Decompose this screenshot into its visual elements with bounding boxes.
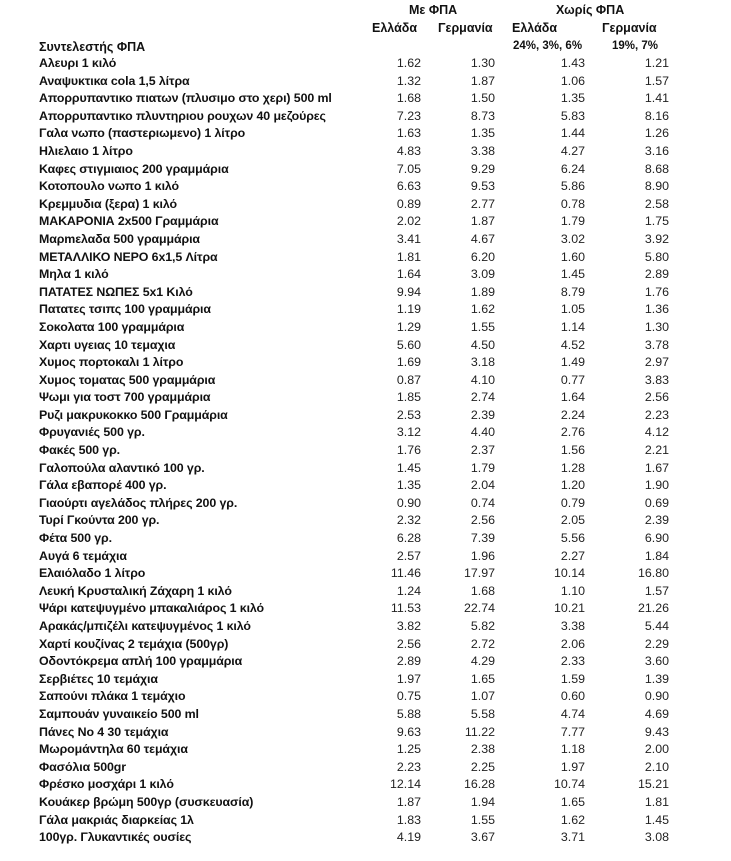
price-greece-with-vat: 4.83	[396, 143, 421, 158]
price-germany-without-vat: 1.45	[644, 812, 669, 827]
item-name: Αναψυκτικα cola 1,5 λίτρα	[39, 73, 190, 88]
price-germany-without-vat: 8.90	[644, 179, 669, 194]
price-germany-without-vat: 1.75	[644, 214, 669, 229]
table-row	[0, 812, 731, 830]
price-germany-with-vat: 1.87	[470, 214, 495, 229]
price-germany-without-vat: 2.10	[644, 759, 669, 774]
price-germany-without-vat: 1.76	[644, 284, 669, 299]
price-germany-without-vat: 5.44	[644, 619, 669, 633]
price-germany-without-vat: 1.36	[644, 302, 669, 317]
price-germany-without-vat: 2.97	[644, 355, 669, 370]
price-germany-with-vat: 1.55	[470, 319, 495, 334]
price-greece-without-vat: 1.49	[560, 355, 585, 370]
table-row	[0, 759, 731, 777]
table-row	[0, 301, 731, 319]
price-greece-with-vat: 2.32	[396, 513, 421, 528]
price-greece-without-vat: 0.78	[560, 196, 585, 211]
item-name: Σερβιέτες 10 τεμάχια	[39, 671, 158, 686]
price-germany-without-vat: 8.16	[644, 108, 669, 123]
price-greece-without-vat: 3.02	[560, 231, 585, 246]
price-greece-without-vat: 1.14	[560, 319, 585, 334]
item-name: Χαρτί κουζίνας 2 τεμάχια (500γρ)	[39, 636, 229, 651]
price-greece-with-vat: 2.56	[396, 636, 421, 651]
price-germany-with-vat: 4.10	[470, 372, 495, 387]
item-name: Οδοντόκρεμα απλή 100 γραμμάρια	[39, 654, 243, 669]
price-greece-with-vat: 1.85	[396, 390, 421, 405]
price-greece-with-vat: 0.75	[396, 689, 421, 704]
price-greece-with-vat: 1.97	[396, 671, 421, 686]
table-row	[0, 829, 731, 847]
price-germany-with-vat: 4.67	[470, 231, 495, 246]
price-greece-without-vat: 0.77	[560, 372, 585, 387]
price-greece-without-vat: 1.45	[560, 267, 585, 282]
price-germany-with-vat: 1.94	[470, 794, 495, 809]
price-greece-without-vat: 0.60	[560, 689, 585, 704]
vat-rates-germany: 19%, 7%	[612, 40, 659, 52]
item-name: Γαλα νωπο (παστεριωμενο) 1 λίτρο	[39, 126, 246, 141]
item-name: Γαλοπούλα αλαντικό 100 γρ.	[39, 460, 205, 475]
price-germany-without-vat: 2.56	[644, 390, 669, 405]
price-germany-without-vat: 0.69	[644, 495, 669, 510]
price-germany-without-vat: 6.90	[644, 531, 669, 546]
price-greece-with-vat: 1.63	[396, 126, 421, 141]
price-greece-with-vat: 2.02	[396, 214, 421, 229]
price-germany-without-vat: 21.26	[637, 601, 669, 616]
item-name: ΜΕΤΑΛΛΙΚΟ ΝΕΡΟ 6x1,5 Λίτρα	[39, 249, 218, 264]
price-greece-with-vat: 6.28	[396, 531, 421, 546]
table-row	[0, 424, 731, 442]
price-greece-with-vat: 0.87	[396, 372, 421, 387]
price-greece-with-vat: 12.14	[389, 777, 421, 792]
price-germany-with-vat: 1.55	[470, 812, 495, 827]
price-greece-without-vat: 1.65	[560, 794, 585, 809]
price-germany-with-vat: 1.62	[470, 302, 495, 317]
price-germany-with-vat: 4.40	[470, 425, 495, 440]
price-greece-without-vat: 1.62	[560, 812, 585, 827]
price-greece-with-vat: 7.05	[396, 161, 421, 176]
price-germany-with-vat: 6.20	[470, 249, 495, 264]
price-germany-with-vat: 2.74	[470, 390, 495, 405]
price-germany-without-vat: 2.39	[644, 513, 669, 528]
price-germany-without-vat: 2.89	[644, 267, 669, 282]
price-greece-without-vat: 1.43	[560, 56, 585, 70]
item-name: Ηλιελαιο 1 λίτρο	[39, 143, 133, 158]
price-germany-without-vat: 1.81	[644, 794, 669, 809]
price-greece-without-vat: 1.28	[560, 460, 585, 475]
price-germany-without-vat: 1.21	[644, 56, 669, 70]
header-without-vat: Χωρίς ΦΠΑ	[556, 3, 625, 17]
price-greece-with-vat: 7.23	[396, 108, 421, 123]
price-greece-without-vat: 1.97	[560, 759, 585, 774]
price-greece-without-vat: 4.74	[560, 706, 585, 721]
price-greece-with-vat: 2.57	[396, 548, 421, 563]
column-header-greece-without-vat: Ελλάδα	[512, 21, 558, 35]
price-germany-with-vat: 22.74	[463, 601, 495, 616]
price-germany-with-vat: 2.04	[470, 478, 495, 493]
price-germany-with-vat: 1.35	[470, 126, 495, 141]
price-germany-with-vat: 2.72	[470, 636, 495, 651]
price-greece-with-vat: 1.83	[396, 812, 421, 827]
table-row	[0, 548, 731, 566]
price-greece-without-vat: 2.27	[560, 548, 585, 563]
price-greece-without-vat: 1.59	[560, 671, 585, 686]
price-greece-with-vat: 9.94	[396, 284, 421, 299]
price-germany-without-vat: 4.69	[644, 706, 669, 721]
price-greece-without-vat: 7.77	[560, 724, 585, 739]
price-greece-without-vat: 3.38	[560, 619, 585, 633]
price-greece-without-vat: 1.60	[560, 249, 585, 264]
item-name: Σαπούνι πλάκα 1 τεμάχιο	[39, 689, 186, 704]
table-row	[0, 284, 731, 302]
item-name: Χυμος πορτοκαλι 1 λίτρο	[39, 355, 184, 370]
table-row	[0, 143, 731, 161]
price-germany-with-vat: 1.65	[470, 671, 495, 686]
item-name: Πάνες Νο 4 30 τεμάχια	[39, 724, 169, 739]
price-greece-with-vat: 2.23	[396, 759, 421, 774]
price-greece-with-vat: 1.35	[396, 478, 421, 493]
price-greece-with-vat: 1.45	[396, 460, 421, 475]
price-germany-with-vat: 11.22	[464, 724, 495, 739]
table-row	[0, 73, 731, 91]
price-greece-without-vat: 2.33	[560, 654, 585, 669]
price-germany-without-vat: 3.83	[644, 372, 669, 387]
item-name: Γιαούρτι αγελάδος πλήρες 200 γρ.	[39, 495, 238, 510]
table-row	[0, 600, 731, 618]
column-header-greece-with-vat: Ελλάδα	[372, 21, 418, 35]
table-row	[0, 565, 731, 583]
price-germany-with-vat: 1.30	[470, 56, 495, 70]
table-row	[0, 530, 731, 548]
price-germany-without-vat: 16.80	[637, 566, 669, 581]
item-name: Μηλα 1 κιλό	[39, 267, 109, 282]
table-row	[0, 460, 731, 478]
price-greece-with-vat: 3.82	[396, 619, 421, 633]
item-name: Κουάκερ βρώμη 500γρ (συσκευασία)	[39, 794, 254, 809]
price-greece-without-vat: 1.79	[560, 214, 585, 229]
price-greece-without-vat: 5.83	[560, 108, 585, 123]
item-name: Τυρί Γκούντα 200 γρ.	[39, 513, 160, 528]
price-germany-with-vat: 3.67	[470, 830, 495, 845]
price-greece-with-vat: 1.64	[396, 267, 421, 282]
table-row	[0, 319, 731, 337]
item-name: Γάλα εβαπορέ 400 γρ.	[39, 478, 167, 493]
price-greece-with-vat: 0.89	[396, 196, 421, 211]
table-row	[0, 477, 731, 495]
price-greece-without-vat: 5.86	[560, 179, 585, 194]
price-germany-with-vat: 9.53	[470, 179, 495, 194]
price-germany-with-vat: 16.28	[463, 777, 495, 792]
price-greece-with-vat: 5.60	[396, 337, 421, 352]
price-germany-without-vat: 1.41	[644, 91, 669, 106]
table-row	[0, 231, 731, 249]
price-germany-without-vat: 2.21	[644, 443, 669, 458]
price-germany-with-vat: 1.89	[470, 284, 495, 299]
price-germany-with-vat: 2.38	[470, 742, 495, 757]
item-name: Ρυζι μακρυκοκκο 500 Γραμμάρια	[39, 407, 228, 422]
table-row	[0, 653, 731, 671]
price-germany-without-vat: 3.16	[644, 143, 669, 158]
price-germany-without-vat: 3.60	[644, 654, 669, 669]
price-greece-without-vat: 1.64	[560, 390, 585, 405]
table-row	[0, 636, 731, 654]
table-row	[0, 407, 731, 425]
price-germany-without-vat: 2.29	[644, 636, 669, 651]
price-greece-without-vat: 8.79	[560, 284, 585, 299]
price-greece-without-vat: 10.74	[553, 777, 585, 792]
price-germany-without-vat: 5.80	[644, 249, 669, 264]
price-germany-with-vat: 1.87	[470, 73, 495, 88]
price-germany-without-vat: 3.78	[644, 337, 669, 352]
item-name: Φέτα 500 γρ.	[39, 531, 112, 546]
price-greece-without-vat: 2.06	[560, 636, 585, 651]
price-germany-with-vat: 2.25	[470, 759, 495, 774]
item-name: Απορρυπαντικο πλυντηριου ρουχων 40 μεζούρες	[39, 108, 326, 123]
price-germany-without-vat: 2.00	[644, 742, 669, 757]
item-name: Αυγά 6 τεμάχια	[39, 548, 127, 563]
price-germany-with-vat: 1.96	[470, 548, 495, 563]
table-row	[0, 495, 731, 513]
item-name: Σοκολατα 100 γραμμάρια	[39, 319, 185, 334]
price-germany-without-vat: 1.57	[644, 583, 669, 598]
table-row	[0, 671, 731, 689]
table-row	[0, 741, 731, 759]
column-header-germany-with-vat: Γερμανία	[438, 21, 493, 35]
price-greece-with-vat: 4.19	[396, 830, 421, 845]
item-name: Χαρτι υγειας 10 τεμαχια	[39, 337, 176, 352]
item-name: Φρέσκο μοσχάρι 1 κιλό	[39, 777, 174, 792]
price-germany-without-vat: 3.92	[644, 231, 669, 246]
price-germany-with-vat: 2.37	[470, 443, 495, 458]
price-greece-without-vat: 0.79	[560, 495, 585, 510]
table-row	[0, 354, 731, 372]
item-name: ΜΑΚΑΡΟΝΙΑ 2x500 Γραμμάρια	[39, 214, 219, 229]
price-greece-without-vat: 5.56	[560, 531, 585, 546]
column-header-germany-without-vat: Γερμανία	[602, 21, 657, 35]
price-germany-without-vat: 0.90	[644, 689, 669, 704]
item-name: Λευκή Κρυσταλική Ζάχαρη 1 κιλό	[39, 583, 232, 598]
item-name: Καφες στιγμιαιος 200 γραμμάρια	[39, 161, 229, 176]
price-greece-without-vat: 1.35	[560, 91, 585, 106]
table-row	[0, 688, 731, 706]
price-greece-without-vat: 1.06	[560, 73, 585, 88]
price-germany-with-vat: 7.39	[470, 531, 495, 546]
table-row	[0, 90, 731, 108]
price-germany-without-vat: 1.84	[644, 548, 669, 563]
price-greece-with-vat: 1.69	[396, 355, 421, 370]
item-name: ΠΑΤΑΤΕΣ ΝΩΠΕΣ 5x1 Κιλό	[39, 284, 193, 299]
price-greece-without-vat: 4.27	[560, 143, 585, 158]
price-germany-with-vat: 2.39	[470, 407, 495, 422]
table-row	[0, 442, 731, 460]
price-greece-with-vat: 3.41	[396, 231, 421, 246]
price-greece-without-vat: 3.71	[560, 830, 585, 845]
price-germany-without-vat: 1.39	[644, 671, 669, 686]
price-greece-with-vat: 3.12	[396, 425, 421, 440]
item-name: 100γρ. Γλυκαντικές ουσίες	[39, 830, 192, 845]
header-with-vat: Με ΦΠΑ	[409, 3, 458, 17]
item-name: Κρεμμυδια (ξερα) 1 κιλό	[39, 196, 177, 211]
item-name: Απορρυπαντικο πιατων (πλυσιμο στο χερι) 500 ml	[39, 91, 332, 106]
item-name: Πατατες τσιπς 100 γραμμάρια	[39, 302, 211, 317]
price-germany-with-vat: 2.77	[470, 196, 495, 211]
table-row	[0, 249, 731, 267]
table-row	[0, 512, 731, 530]
price-greece-without-vat: 10.21	[553, 601, 585, 616]
price-greece-with-vat: 6.63	[396, 179, 421, 194]
item-name: Αλευρι 1 κιλό	[39, 56, 117, 70]
price-germany-with-vat: 0.74	[470, 495, 495, 510]
table-body	[0, 55, 731, 847]
price-greece-without-vat: 1.20	[560, 478, 585, 493]
price-greece-without-vat: 1.56	[560, 443, 585, 458]
price-germany-without-vat: 2.58	[644, 196, 669, 211]
price-germany-without-vat: 1.90	[644, 478, 669, 493]
price-greece-without-vat: 1.18	[560, 742, 585, 757]
item-name: Ελαιόλαδο 1 λίτρο	[39, 566, 146, 581]
price-greece-with-vat: 1.68	[396, 91, 421, 106]
price-greece-with-vat: 11.46	[390, 566, 421, 581]
item-name: Ψάρι κατεψυγμένο μπακαλιάρος 1 κιλό	[39, 601, 265, 616]
price-germany-with-vat: 8.73	[470, 108, 495, 123]
item-name: Φακές 500 γρ.	[39, 443, 120, 458]
price-greece-without-vat: 1.05	[560, 302, 585, 317]
table-row	[0, 724, 731, 742]
item-name: Σαμπουάν γυναικείο 500 ml	[39, 706, 199, 721]
price-greece-with-vat: 1.76	[396, 443, 421, 458]
item-name: Χυμος τοματας 500 γραμμάρια	[39, 372, 216, 387]
price-greece-with-vat: 1.62	[396, 56, 421, 70]
price-germany-with-vat: 3.38	[470, 143, 495, 158]
price-germany-without-vat: 3.08	[644, 830, 669, 845]
price-germany-with-vat: 9.29	[470, 161, 495, 176]
item-name: Ψωμι για τοστ 700 γραμμάρια	[39, 390, 211, 405]
price-germany-with-vat: 3.09	[470, 267, 495, 282]
table-row	[0, 389, 731, 407]
price-greece-with-vat: 1.19	[396, 302, 421, 317]
price-greece-with-vat: 1.32	[396, 73, 421, 88]
table-row	[0, 583, 731, 601]
price-germany-with-vat: 5.82	[470, 619, 495, 633]
price-greece-without-vat: 2.05	[560, 513, 585, 528]
price-germany-with-vat: 5.58	[470, 706, 495, 721]
table-row	[0, 108, 731, 126]
item-name: Γάλα μακριάς διαρκείας 1λ	[39, 812, 194, 827]
price-greece-without-vat: 6.24	[560, 161, 585, 176]
item-name: Φρυγανιές 500 γρ.	[39, 425, 145, 440]
table-row	[0, 794, 731, 812]
table-row	[0, 161, 731, 179]
table-row	[0, 196, 731, 214]
price-germany-without-vat: 1.26	[644, 126, 669, 141]
price-germany-with-vat: 2.56	[470, 513, 495, 528]
vat-rates-label: Συντελεστής ΦΠΑ	[39, 40, 146, 54]
price-greece-with-vat: 0.90	[396, 495, 421, 510]
table-row	[0, 55, 731, 73]
table-row	[0, 706, 731, 724]
item-name: Κοτοπουλο νωπο 1 κιλό	[39, 179, 180, 194]
table-row	[0, 125, 731, 143]
price-germany-with-vat: 1.07	[470, 689, 495, 704]
price-germany-without-vat: 15.21	[637, 777, 669, 792]
price-greece-with-vat: 1.81	[396, 249, 421, 264]
price-germany-with-vat: 4.29	[470, 654, 495, 669]
price-greece-with-vat: 1.25	[396, 742, 421, 757]
price-greece-without-vat: 4.52	[560, 337, 585, 352]
price-germany-without-vat: 9.43	[644, 724, 669, 739]
price-germany-without-vat: 1.67	[644, 460, 669, 475]
price-greece-with-vat: 1.87	[396, 794, 421, 809]
table-row	[0, 776, 731, 794]
price-germany-without-vat: 4.12	[644, 425, 669, 440]
item-name: Αρακάς/μπιζέλι κατεψυγμένος 1 κιλό	[39, 619, 251, 633]
price-greece-without-vat: 1.10	[560, 583, 585, 598]
item-name: Φασόλια 500gr	[39, 759, 126, 774]
table-row	[0, 372, 731, 390]
price-germany-without-vat: 8.68	[644, 161, 669, 176]
price-germany-without-vat: 1.30	[644, 319, 669, 334]
table-row	[0, 213, 731, 231]
price-greece-with-vat: 1.29	[396, 319, 421, 334]
price-greece-with-vat: 5.88	[396, 706, 421, 721]
price-germany-with-vat: 1.68	[470, 583, 495, 598]
price-germany-without-vat: 2.23	[644, 407, 669, 422]
price-greece-with-vat: 2.89	[396, 654, 421, 669]
price-germany-with-vat: 3.18	[470, 355, 495, 370]
table-row	[0, 178, 731, 196]
price-germany-with-vat: 4.50	[470, 337, 495, 352]
price-germany-without-vat: 1.57	[644, 73, 669, 88]
price-greece-without-vat: 1.44	[560, 126, 585, 141]
price-greece-with-vat: 2.53	[396, 407, 421, 422]
price-greece-without-vat: 2.76	[560, 425, 585, 440]
price-germany-with-vat: 1.50	[470, 91, 495, 106]
table-row	[0, 266, 731, 284]
vat-rates-greece: 24%, 3%, 6%	[513, 40, 583, 52]
price-greece-without-vat: 2.24	[560, 407, 585, 422]
table-row	[0, 337, 731, 355]
price-germany-with-vat: 1.79	[470, 460, 495, 475]
price-germany-with-vat: 17.97	[463, 566, 495, 581]
price-greece-without-vat: 10.14	[553, 566, 585, 581]
price-greece-with-vat: 11.53	[390, 601, 421, 616]
table-row	[0, 618, 731, 636]
item-name: Μαρmελαδα 500 γραμμάρια	[39, 231, 200, 246]
price-greece-with-vat: 9.63	[396, 724, 421, 739]
price-greece-with-vat: 1.24	[396, 583, 421, 598]
item-name: Μωρομάντηλα 60 τεμάχια	[39, 742, 188, 757]
